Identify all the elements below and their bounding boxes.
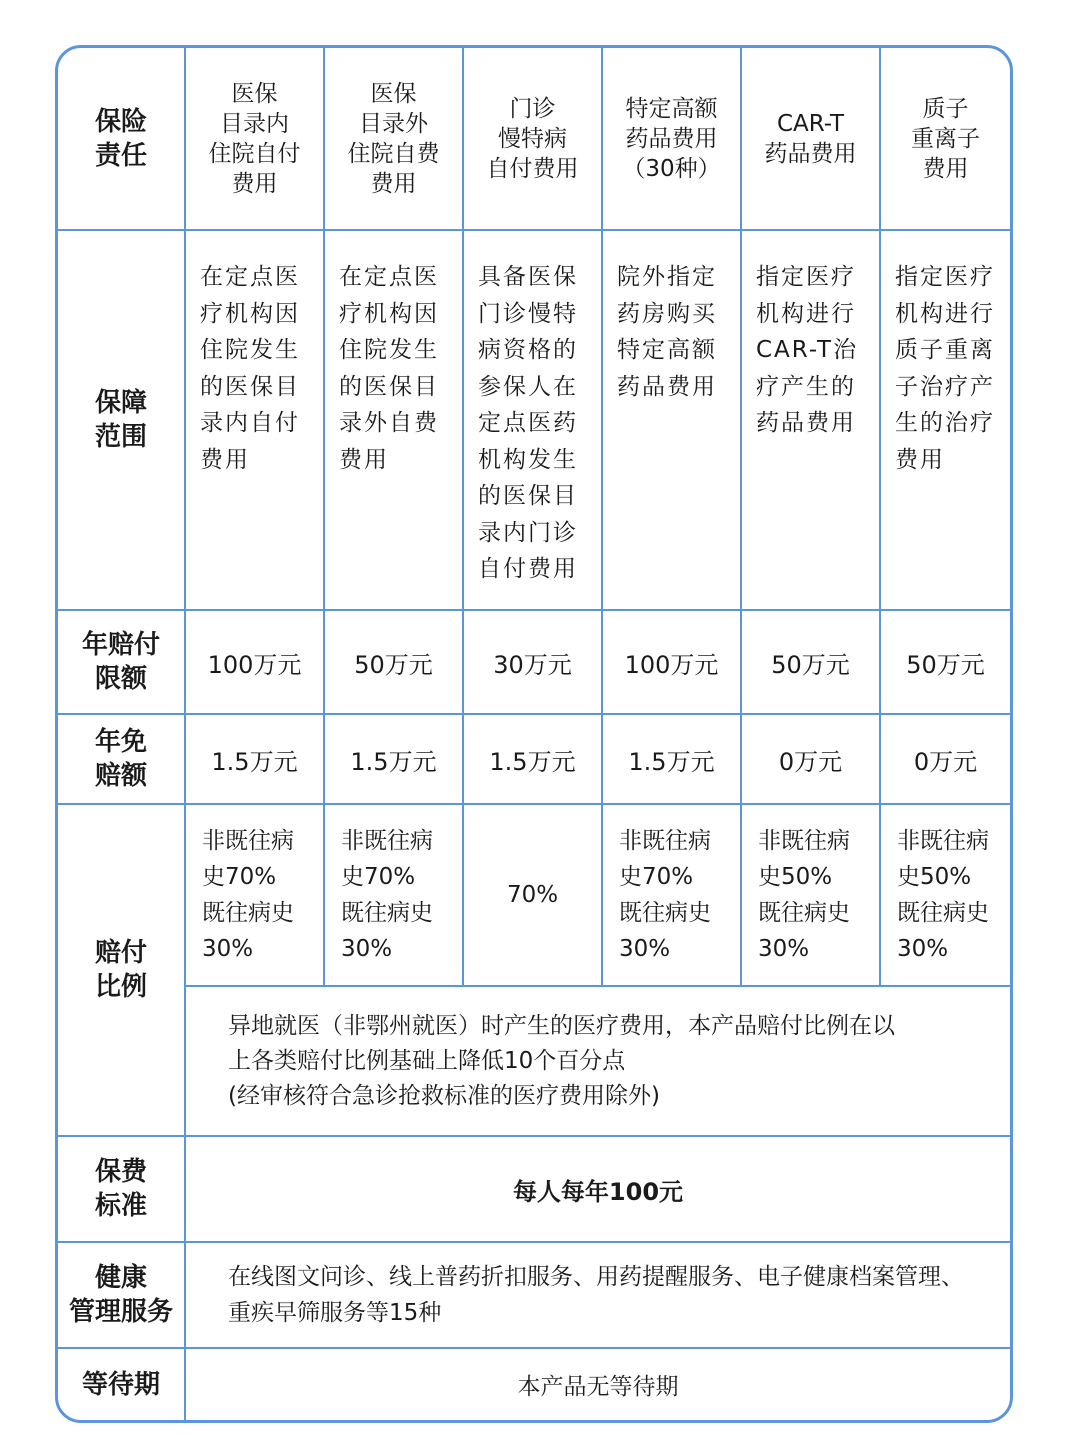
column-header-inpatient-covered: 医保 目录内 住院自付 费用 bbox=[185, 48, 324, 230]
waiting-period-row bbox=[58, 1348, 1010, 1420]
ratio-value: 70% bbox=[463, 804, 602, 986]
deductible-value: 0万元 bbox=[880, 714, 1010, 804]
deductible-value: 1.5万元 bbox=[463, 714, 602, 804]
column-header-outpatient-chronic: 门诊 慢特病 自付费用 bbox=[463, 48, 602, 230]
scope-cell: 在定点医 疗机构因 住院发生 的医保目 录外自费 费用 bbox=[324, 230, 463, 610]
deductible-value: 1.5万元 bbox=[602, 714, 741, 804]
annual-limit-value: 100万元 bbox=[185, 610, 324, 714]
column-header-car-t: CAR-T 药品费用 bbox=[741, 48, 880, 230]
annual-limit-value: 50万元 bbox=[741, 610, 880, 714]
deductible-value: 0万元 bbox=[741, 714, 880, 804]
annual-limit-value: 50万元 bbox=[880, 610, 1010, 714]
remote-note-line: 上各类赔付比例基础上降低10个百分点 bbox=[228, 1047, 626, 1074]
row-header-health: 健康 管理服务 bbox=[58, 1242, 185, 1348]
health-services-value: 在线图文问诊、线上普药折扣服务、用药提醒服务、电子健康档案管理、重疾早筛服务等15种 bbox=[185, 1242, 1010, 1348]
row-header-annual-limit: 年赔付 限额 bbox=[58, 610, 185, 714]
ratio-value: 非既往病 史70% 既往病史 30% bbox=[185, 804, 324, 986]
scope-cell: 具备医保 门诊慢特 病资格的 参保人在 定点医药 机构发生 的医保目 录内门诊 自付费用 bbox=[463, 230, 602, 610]
ratio-row bbox=[58, 804, 1010, 986]
ratio-value: 非既往病 史50% 既往病史 30% bbox=[741, 804, 880, 986]
scope-cell: 指定医疗 机构进行 CAR-T治 疗产生的 药品费用 bbox=[741, 230, 880, 610]
ratio-value: 非既往病 史70% 既往病史 30% bbox=[602, 804, 741, 986]
annual-limit-value: 30万元 bbox=[463, 610, 602, 714]
ratio-value: 非既往病 史50% 既往病史 30% bbox=[880, 804, 1010, 986]
health-services-row bbox=[58, 1242, 1010, 1348]
scope-cell: 指定医疗 机构进行 质子重离 子治疗产 生的治疗 费用 bbox=[880, 230, 1010, 610]
annual-limit-row bbox=[58, 610, 1010, 714]
ratio-value: 非既往病 史70% 既往病史 30% bbox=[324, 804, 463, 986]
row-header-responsibility: 保险 责任 bbox=[58, 48, 185, 230]
annual-limit-value: 50万元 bbox=[324, 610, 463, 714]
remote-medical-note bbox=[185, 986, 1010, 1136]
remote-note-line: 异地就医（非鄂州就医）时产生的医疗费用，本产品赔付比例在以 bbox=[228, 1012, 895, 1039]
row-header-premium: 保费 标准 bbox=[58, 1136, 185, 1242]
remote-note-row bbox=[58, 986, 1010, 1136]
row-header-deductible: 年免 赔额 bbox=[58, 714, 185, 804]
column-header-proton-heavy-ion: 质子 重离子 费用 bbox=[880, 48, 1010, 230]
insurance-coverage-table bbox=[58, 48, 1010, 1420]
column-header-inpatient-uncovered: 医保 目录外 住院自费 费用 bbox=[324, 48, 463, 230]
remote-note-line: (经审核符合急诊抢救标准的医疗费用除外) bbox=[228, 1082, 660, 1109]
deductible-row bbox=[58, 714, 1010, 804]
annual-limit-value: 100万元 bbox=[602, 610, 741, 714]
row-header-ratio: 赔付 比例 bbox=[58, 804, 185, 1136]
deductible-value: 1.5万元 bbox=[324, 714, 463, 804]
insurance-table-frame bbox=[55, 45, 1013, 1423]
scope-cell: 在定点医 疗机构因 住院发生 的医保目 录内自付 费用 bbox=[185, 230, 324, 610]
waiting-period-value: 本产品无等待期 bbox=[185, 1348, 1010, 1420]
row-header-scope: 保障 范围 bbox=[58, 230, 185, 610]
premium-row bbox=[58, 1136, 1010, 1242]
row-header-waiting: 等待期 bbox=[58, 1348, 185, 1420]
premium-value: 每人每年100元 bbox=[185, 1136, 1010, 1242]
scope-cell: 院外指定 药房购买 特定高额 药品费用 bbox=[602, 230, 741, 610]
responsibility-row bbox=[58, 48, 1010, 230]
deductible-value: 1.5万元 bbox=[185, 714, 324, 804]
column-header-high-cost-drugs: 特定高额 药品费用 （30种） bbox=[602, 48, 741, 230]
scope-row bbox=[58, 230, 1010, 610]
